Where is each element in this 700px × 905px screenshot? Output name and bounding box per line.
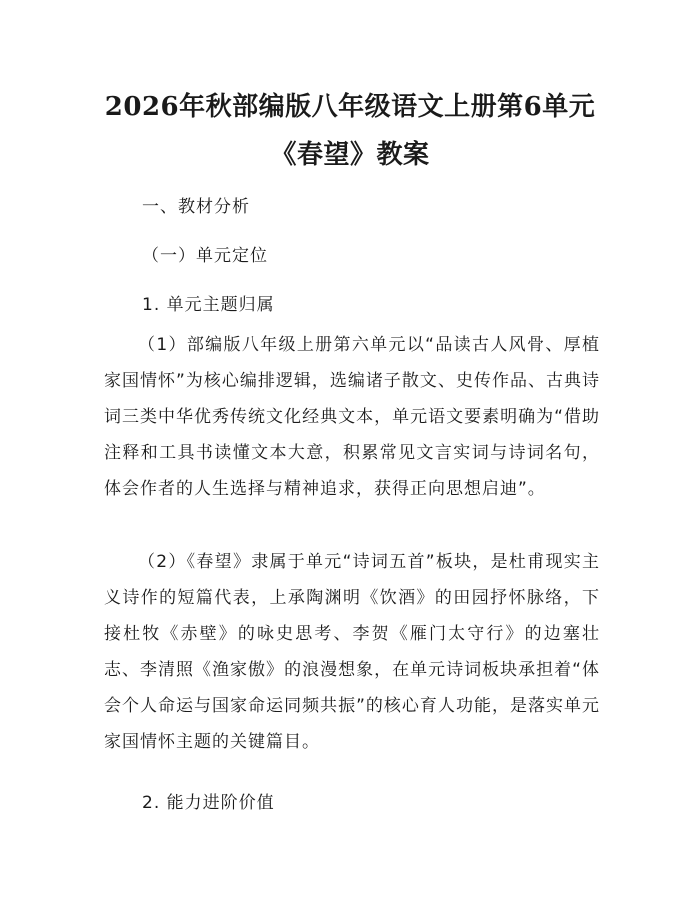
item-heading-ability-value: 2. 能力进阶价值: [142, 793, 275, 813]
subsection-heading-unit-positioning: （一）单元定位: [142, 246, 268, 266]
item-heading-unit-theme: 1. 单元主题归属: [142, 295, 275, 315]
section-heading-textbook-analysis: 一、教材分析: [142, 197, 250, 217]
document-title-line-2: 《春望》教案: [270, 140, 430, 170]
document-title-line-1: 2026年秋部编版八年级语文上册第6单元: [104, 92, 596, 122]
paragraph-unit-theme: （1）部编版八年级上册第六单元以“品读古人风骨、厚植家国情怀”为核心编排逻辑，选编诸子散文、史传作品、古典诗词三类中华优秀传统文化经典文本，单元语文要素明确为“借助注释和工具书读懂文本大意，积累常见文言实词与诗词名句，体会作者的人生选择与精神追求，获得正向思想启迪”。: [104, 335, 600, 499]
paragraph-poem-position: （2）《春望》隶属于单元“诗词五首”板块，是杜甫现实主义诗作的短篇代表，上承陶渊明《饮酒》的田园抒怀脉络，下接杜牧《赤壁》的咏史思考、李贺《雁门太守行》的边塞壮志、李清照《渔家傲》的浪漫想象，在单元诗词板块承担着“体会个人命运与国家命运同频共振”的核心育人功能，是落实单元家国情怀主题的关键篇目。: [104, 552, 600, 752]
